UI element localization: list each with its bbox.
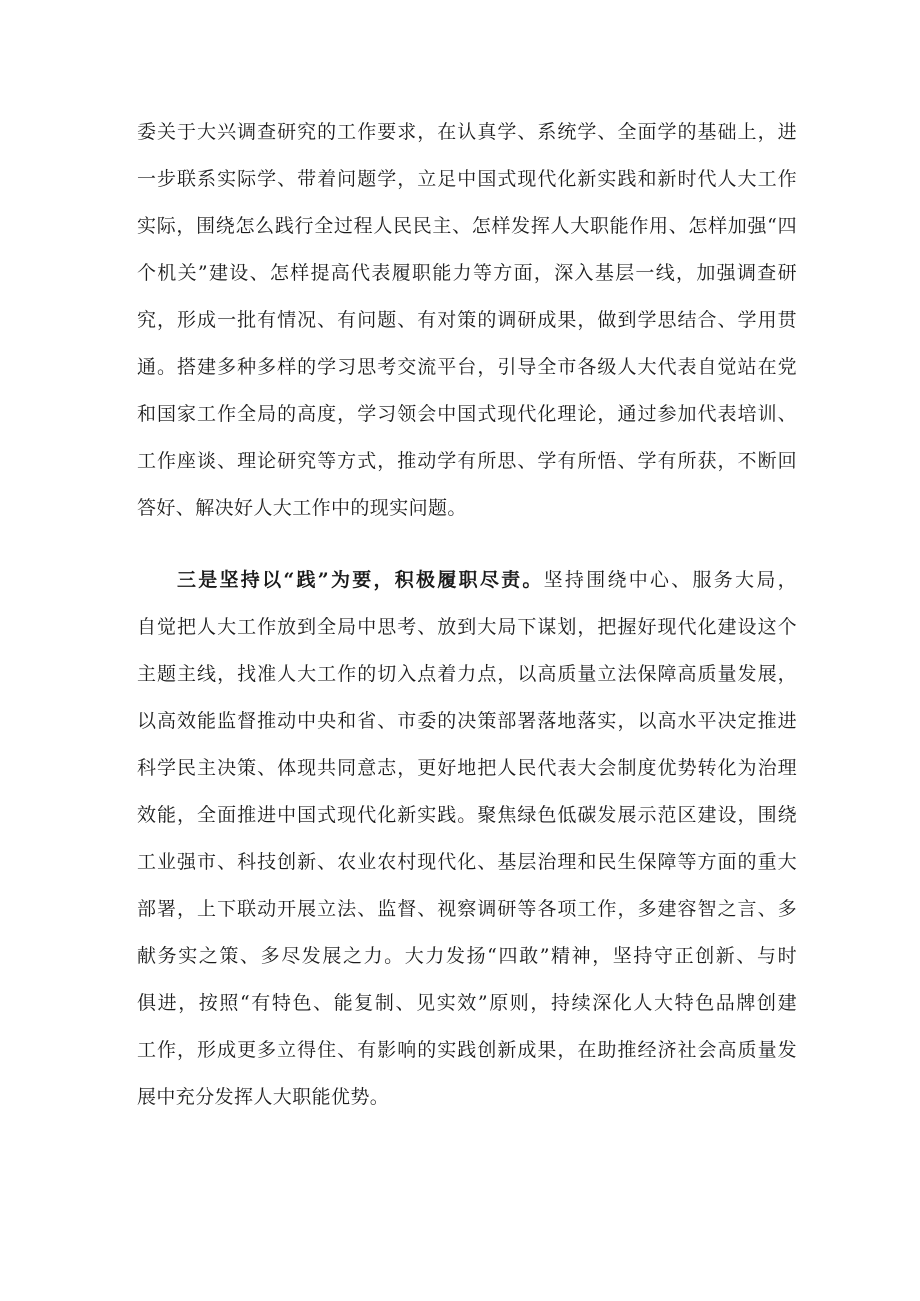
paragraph2-first-line — [177, 568, 797, 592]
paragraph2-line-9: 献务实之策、多尽发展之力。大力发扬“四敢”精神，坚持守正创新、与时 — [137, 945, 797, 967]
paragraph2-first-line-rest: 坚持围绕中心、服务大局， — [543, 569, 797, 591]
paragraph2-line-11: 工作，形成更多立得住、有影响的实践创新成果，在助推经济社会高质量发 — [137, 1039, 797, 1061]
paragraph2-heading: 三是坚持以“践”为要，积极履职尽责。 — [177, 569, 544, 591]
paragraph1-line-8: 工作座谈、理论研究等方式，推动学有所思、学有所悟、学有所获，不断回 — [137, 450, 797, 472]
paragraph1-line-6: 通。搭建多种多样的学习思考交流平台，引导全市各级人大代表自觉站在党 — [137, 356, 797, 378]
paragraph1-line-4: 个机关”建设、怎样提高代表履职能力等方面，深入基层一线，加强调查研 — [137, 262, 797, 284]
paragraph1-line-1: 委关于大兴调查研究的工作要求，在认真学、系统学、全面学的基础上，进 — [137, 121, 797, 143]
paragraph1-line-3: 实际，围绕怎么践行全过程人民民主、怎样发挥人大职能作用、怎样加强“四 — [137, 215, 797, 237]
paragraph2-line-12: 展中充分发挥人大职能优势。 — [137, 1086, 390, 1108]
paragraph1-line-5: 究，形成一批有情况、有问题、有对策的调研成果，做到学思结合、学用贯 — [137, 309, 797, 331]
paragraph2-line-5: 科学民主决策、体现共同意志，更好地把人民代表大会制度优势转化为治理 — [137, 757, 797, 779]
paragraph1-line-2: 一步联系实际学、带着问题学，立足中国式现代化新实践和新时代人大工作 — [137, 168, 797, 190]
paragraph2-line-6: 效能，全面推进中国式现代化新实践。聚焦绿色低碳发展示范区建设，围绕 — [137, 804, 797, 826]
paragraph2-line-8: 部署，上下联动开展立法、监督、视察调研等各项工作，多建容智之言、多 — [137, 898, 797, 920]
paragraph2-line-4: 以高效能监督推动中央和省、市委的决策部署落地落实，以高水平决定推进 — [137, 710, 797, 732]
paragraph2-line-7: 工业强市、科技创新、农业农村现代化、基层治理和民生保障等方面的重大 — [137, 851, 797, 873]
paragraph2-line-10: 俱进，按照“有特色、能复制、见实效”原则，持续深化人大特色品牌创建 — [137, 992, 797, 1014]
paragraph1-line-7: 和国家工作全局的高度，学习领会中国式现代化理论，通过参加代表培训、 — [137, 403, 797, 425]
paragraph1-line-9: 答好、解决好人大工作中的现实问题。 — [137, 497, 467, 519]
paragraph2-line-3: 主题主线，找准人大工作的切入点着力点，以高质量立法保障高质量发展， — [137, 663, 797, 685]
paragraph2-line-2: 自觉把人大工作放到全局中思考、放到大局下谋划，把握好现代化建设这个 — [137, 616, 797, 638]
